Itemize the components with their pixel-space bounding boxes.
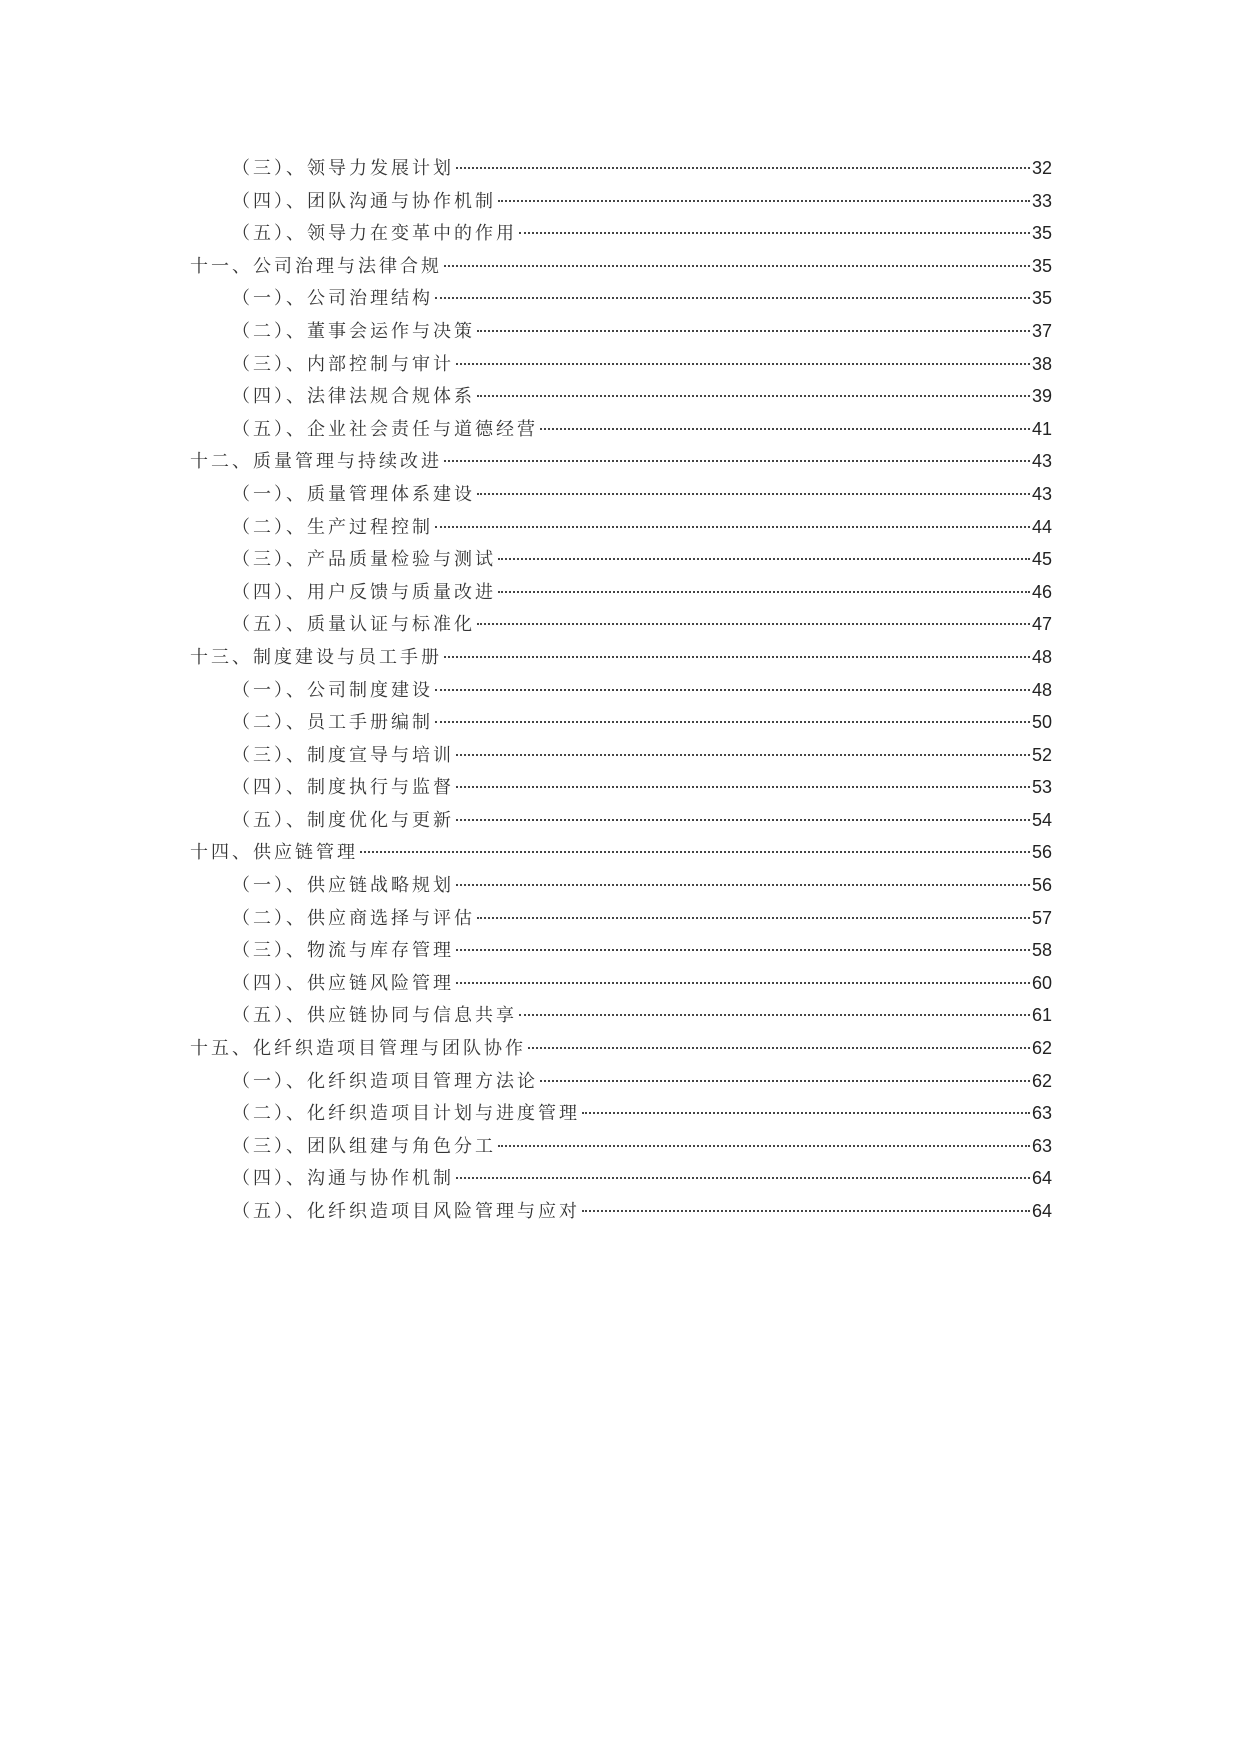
toc-entry-title: （四）、制度执行与监督 — [232, 777, 454, 799]
toc-entry[interactable] — [190, 706, 1052, 739]
toc-entry[interactable] — [190, 608, 1052, 641]
toc-entry-page: 62 — [1031, 1038, 1052, 1059]
toc-leader-dots — [477, 395, 1030, 397]
toc-leader-dots — [498, 558, 1030, 560]
toc-leader-dots — [477, 493, 1030, 495]
toc-entry-title: （四）、供应链风险管理 — [232, 972, 454, 994]
toc-entry-page: 63 — [1031, 1103, 1052, 1124]
toc-leader-dots — [519, 232, 1030, 234]
toc-entry-page: 52 — [1031, 744, 1052, 765]
toc-leader-dots — [477, 917, 1030, 919]
toc-entry-title: （一）、供应链战略规划 — [232, 875, 454, 897]
toc-leader-dots — [540, 1080, 1030, 1082]
table-of-contents — [190, 152, 1052, 1228]
toc-entry[interactable] — [190, 967, 1052, 1000]
toc-entry-title: （四）、团队沟通与协作机制 — [232, 190, 496, 212]
toc-entry[interactable] — [190, 674, 1052, 707]
toc-entry-title: （二）、员工手册编制 — [232, 712, 433, 734]
toc-entry[interactable] — [190, 511, 1052, 544]
toc-entry-title: （四）、沟通与协作机制 — [232, 1168, 454, 1190]
toc-entry[interactable] — [190, 250, 1052, 283]
toc-entry-page: 48 — [1031, 646, 1052, 667]
toc-leader-dots — [540, 428, 1030, 430]
toc-entry[interactable] — [190, 999, 1052, 1032]
toc-entry[interactable] — [190, 217, 1052, 250]
toc-entry-page: 47 — [1031, 614, 1052, 635]
toc-entry-page: 58 — [1031, 940, 1052, 961]
toc-entry[interactable] — [190, 869, 1052, 902]
toc-entry-page: 56 — [1031, 842, 1052, 863]
toc-leader-dots — [360, 851, 1030, 853]
toc-entry-title: （三）、制度宣导与培训 — [232, 744, 454, 766]
toc-entry[interactable] — [190, 902, 1052, 935]
toc-entry-page: 32 — [1031, 158, 1052, 178]
toc-entry[interactable] — [190, 478, 1052, 511]
toc-leader-dots — [456, 167, 1030, 169]
toc-entry[interactable] — [190, 348, 1052, 381]
toc-leader-dots — [456, 884, 1030, 886]
toc-entry-title: （三）、内部控制与审计 — [232, 353, 454, 375]
toc-entry-title: 十二、质量管理与持续改进 — [190, 451, 442, 473]
toc-entry[interactable] — [190, 804, 1052, 837]
toc-leader-dots — [435, 689, 1030, 691]
toc-entry-page: 35 — [1031, 255, 1052, 276]
toc-leader-dots — [456, 982, 1030, 984]
toc-entry[interactable] — [190, 576, 1052, 609]
toc-entry-page: 43 — [1031, 451, 1052, 472]
toc-entry[interactable] — [190, 1130, 1052, 1163]
toc-leader-dots — [456, 949, 1030, 951]
toc-entry-title: 十四、供应链管理 — [190, 842, 358, 864]
toc-entry-page: 39 — [1031, 386, 1052, 407]
toc-entry-title: （二）、董事会运作与决策 — [232, 320, 475, 342]
toc-entry-page: 53 — [1031, 777, 1052, 798]
toc-entry-title: （三）、领导力发展计划 — [232, 158, 454, 179]
toc-entry-title: （三）、物流与库存管理 — [232, 940, 454, 962]
toc-entry[interactable] — [190, 1032, 1052, 1065]
toc-entry-title: （二）、供应商选择与评估 — [232, 907, 475, 929]
toc-entry-title: （三）、团队组建与角色分工 — [232, 1135, 496, 1157]
toc-entry-page: 62 — [1031, 1070, 1052, 1091]
toc-leader-dots — [444, 265, 1030, 267]
toc-entry-page: 64 — [1031, 1168, 1052, 1189]
toc-entry-page: 45 — [1031, 549, 1052, 570]
toc-leader-dots — [456, 363, 1030, 365]
toc-entry-title: （一）、公司制度建设 — [232, 679, 433, 701]
toc-entry-title: （二）、生产过程控制 — [232, 516, 433, 538]
toc-entry[interactable] — [190, 1097, 1052, 1130]
toc-leader-dots — [435, 297, 1030, 299]
toc-entry-title: （五）、领导力在变革中的作用 — [232, 223, 517, 245]
toc-entry-page: 60 — [1031, 972, 1052, 993]
toc-entry[interactable] — [190, 543, 1052, 576]
toc-entry-title: （五）、质量认证与标准化 — [232, 614, 475, 636]
toc-leader-dots — [456, 754, 1030, 756]
toc-entry-page: 63 — [1031, 1135, 1052, 1156]
toc-leader-dots — [456, 786, 1030, 788]
toc-entry[interactable] — [190, 934, 1052, 967]
toc-leader-dots — [456, 1177, 1030, 1179]
toc-entry-page: 57 — [1031, 907, 1052, 928]
toc-entry-page: 56 — [1031, 875, 1052, 896]
toc-entry-title: （二）、化纤织造项目计划与进度管理 — [232, 1103, 580, 1125]
toc-entry[interactable] — [190, 380, 1052, 413]
toc-leader-dots — [498, 1145, 1030, 1147]
toc-entry-page: 50 — [1031, 712, 1052, 733]
toc-entry-page: 54 — [1031, 809, 1052, 830]
toc-entry-title: （三）、产品质量检验与测试 — [232, 549, 496, 571]
toc-leader-dots — [498, 200, 1030, 202]
toc-entry[interactable] — [190, 641, 1052, 674]
toc-entry-title: （五）、企业社会责任与道德经营 — [232, 418, 538, 440]
toc-leader-dots — [528, 1047, 1030, 1049]
toc-leader-dots — [435, 721, 1030, 723]
toc-entry[interactable] — [190, 413, 1052, 446]
toc-entry-page: 43 — [1031, 483, 1052, 504]
toc-leader-dots — [582, 1210, 1030, 1212]
toc-leader-dots — [444, 460, 1030, 462]
toc-entry-page: 44 — [1031, 516, 1052, 537]
toc-entry-page: 61 — [1031, 1005, 1052, 1026]
toc-entry-title: （四）、用户反馈与质量改进 — [232, 581, 496, 603]
toc-entry-title: （五）、供应链协同与信息共享 — [232, 1005, 517, 1027]
toc-entry-page: 33 — [1031, 190, 1052, 211]
toc-leader-dots — [456, 819, 1030, 821]
toc-entry-title: （一）、化纤织造项目管理方法论 — [232, 1070, 538, 1092]
toc-leader-dots — [582, 1112, 1030, 1114]
toc-entry-title: （五）、化纤织造项目风险管理与应对 — [232, 1201, 580, 1222]
toc-entry-title: 十一、公司治理与法律合规 — [190, 255, 442, 277]
toc-entry-title: 十三、制度建设与员工手册 — [190, 646, 442, 668]
toc-leader-dots — [498, 591, 1030, 593]
toc-entry[interactable] — [190, 152, 1052, 185]
toc-entry[interactable] — [190, 282, 1052, 315]
toc-entry-page: 48 — [1031, 679, 1052, 700]
toc-entry[interactable] — [190, 1195, 1052, 1228]
toc-entry-title: （四）、法律法规合规体系 — [232, 386, 475, 408]
toc-entry[interactable] — [190, 1065, 1052, 1098]
toc-entry[interactable] — [190, 836, 1052, 869]
toc-leader-dots — [444, 656, 1030, 658]
toc-entry-title: （一）、质量管理体系建设 — [232, 483, 475, 505]
toc-entry-page: 35 — [1031, 288, 1052, 309]
toc-entry-title: 十五、化纤织造项目管理与团队协作 — [190, 1038, 526, 1060]
toc-entry[interactable] — [190, 315, 1052, 348]
toc-entry-page: 38 — [1031, 353, 1052, 374]
toc-entry[interactable] — [190, 739, 1052, 772]
toc-leader-dots — [435, 526, 1030, 528]
toc-entry[interactable] — [190, 1162, 1052, 1195]
toc-leader-dots — [519, 1014, 1030, 1016]
toc-entry-page: 46 — [1031, 581, 1052, 602]
toc-entry-title: （一）、公司治理结构 — [232, 288, 433, 310]
toc-entry-page: 37 — [1031, 320, 1052, 341]
toc-entry-page: 64 — [1031, 1201, 1052, 1221]
toc-entry-page: 41 — [1031, 418, 1052, 439]
toc-entry-page: 35 — [1031, 223, 1052, 244]
toc-entry[interactable] — [190, 771, 1052, 804]
toc-leader-dots — [477, 623, 1030, 625]
toc-entry[interactable] — [190, 185, 1052, 218]
toc-leader-dots — [477, 330, 1030, 332]
toc-entry[interactable] — [190, 445, 1052, 478]
toc-entry-title: （五）、制度优化与更新 — [232, 809, 454, 831]
